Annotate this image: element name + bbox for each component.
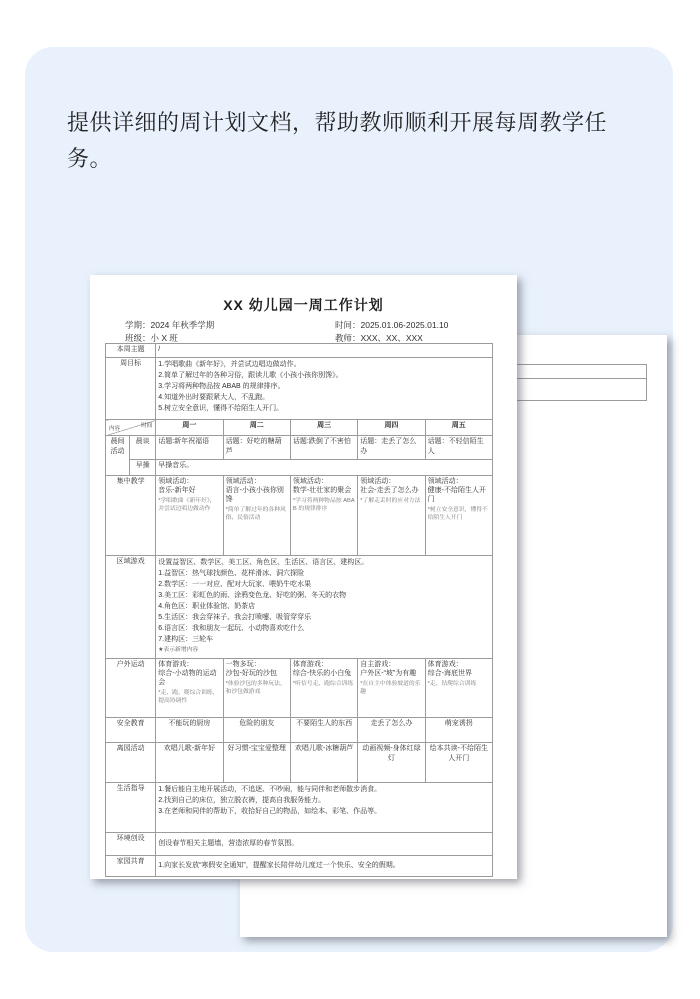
- activity-note: *简单了解过年的各种风俗、民俗活动: [225, 507, 286, 521]
- morning-talk-cell: 话题：走丢了怎么办: [358, 436, 425, 460]
- feature-card: [25, 47, 673, 952]
- feature-description: 提供详细的周计划文档，帮助教师顺利开展每周教学任务。: [67, 110, 608, 171]
- leaving-cell: 欢唱儿歌-冰糖葫芦: [290, 743, 357, 783]
- goal-item: 4.知道外出时要跟紧大人，不乱跑。: [158, 394, 270, 401]
- week-theme-label: 本周主题: [106, 344, 156, 358]
- leaving-label: 离园活动: [106, 743, 156, 783]
- activity-note: *听信号走、跑综合训练: [292, 681, 354, 687]
- activity-type: 自主游戏：: [360, 661, 396, 668]
- region-item: 1.益智区：热气球找颜色、花样滑冰、洞穴探险: [158, 570, 305, 577]
- outdoor-label: 户外运动: [106, 659, 156, 718]
- morning-exercise-label: 早操: [130, 460, 156, 476]
- outdoor-cell: [358, 659, 425, 718]
- activity-type: 体育游戏：: [292, 661, 328, 668]
- row-day-header: [106, 420, 493, 436]
- meta-class: 班级：小 X 班: [125, 333, 178, 343]
- life-guidance-label: 生活指导: [106, 783, 156, 833]
- safety-cell: 走丢了怎么办: [358, 718, 425, 743]
- leaving-cell: 绘本共读-不给陌生人开门: [425, 743, 492, 783]
- activity-name: 综合-海底世界: [427, 670, 472, 677]
- document-page-front: [90, 275, 517, 879]
- activity-name: 户外区-“坡”为有趣: [360, 670, 417, 677]
- document-title: XX 幼儿园一周工作计划: [223, 297, 384, 313]
- region-footnote: ★表示新增内容: [158, 647, 199, 653]
- activity-name: 语言-小孩小孩你别馋: [225, 487, 284, 503]
- activity-type: 领域活动：: [225, 478, 261, 485]
- day-header: 周二: [223, 420, 290, 436]
- row-outdoor: [106, 659, 493, 718]
- row-morning-talk: [106, 436, 493, 460]
- teaching-cell: [358, 476, 425, 556]
- leaving-cell: 好习惯-宝宝爱整理: [223, 743, 290, 783]
- safety-cell: 不能玩的厨房: [156, 718, 223, 743]
- safety-cell: 萌宠诱拐: [425, 718, 492, 743]
- activity-type: 领域活动：: [158, 478, 194, 485]
- outdoor-cell: [290, 659, 357, 718]
- activity-type: 领域活动：: [360, 478, 396, 485]
- life-guidance-item: 1.餐后能自主地开展活动，不追逐、不吵闹，能与同伴和老师散步消食。: [158, 786, 382, 793]
- outdoor-cell: [425, 659, 492, 718]
- day-header: 周五: [425, 420, 492, 436]
- safety-cell: 不要陌生人的东西: [290, 718, 357, 743]
- activity-name: 沙包-好玩的沙包: [225, 670, 277, 677]
- morning-talk-label: 晨谈: [130, 436, 156, 460]
- morning-talk-cell: 话题：不轻信陌生人: [425, 436, 492, 460]
- activity-name: 音乐-新年好: [158, 487, 196, 494]
- safety-cell: 危险的朋友: [223, 718, 290, 743]
- activity-name: 社会-走丢了怎么办: [360, 487, 419, 494]
- activity-note: *在自主中体验坡道的乐趣: [360, 681, 421, 695]
- activity-note: *走、跑、爬综合训练，提高协调性: [158, 690, 219, 704]
- meta-semester: 学期：2024 年秋季学期: [125, 320, 215, 330]
- row-life-guidance: [106, 783, 493, 833]
- region-games-label: 区域游戏: [106, 556, 156, 659]
- activity-note: *走、钻爬综合训练: [427, 681, 477, 687]
- row-region-games: [106, 556, 493, 659]
- day-header: 周一: [156, 420, 223, 436]
- row-morning-exercise: [106, 460, 493, 476]
- region-item: 4.角色区：职业体验馆、奶茶店: [158, 603, 256, 610]
- activity-name: 健康-不给陌生人开门: [427, 487, 486, 503]
- region-item: 6.语言区：我和朋友一起玩、小动物喜欢吃什么: [158, 625, 305, 632]
- teaching-cell: [425, 476, 492, 556]
- activity-name: 综合-小动物的运动会: [158, 670, 217, 686]
- morning-talk-cell: 话题:跌倒了不害怕: [290, 436, 357, 460]
- activity-type: 体育游戏：: [427, 661, 463, 668]
- corner-cell: [106, 420, 156, 436]
- leaving-cell: 动画视频-身体红绿灯: [358, 743, 425, 783]
- row-environment: [106, 833, 493, 856]
- row-home: [106, 856, 493, 877]
- week-goals-cell: [156, 358, 493, 420]
- activity-type: 体育游戏：: [158, 661, 194, 668]
- day-header: 周三: [290, 420, 357, 436]
- morning-talk-cell: 话题：好吃的糖葫芦: [223, 436, 290, 460]
- safety-label: 安全教育: [106, 718, 156, 743]
- meta-teachers: 教师：XXX、XX、XXX: [335, 333, 423, 343]
- goal-item: 2.简单了解过年的各种习俗，跟读儿歌《小孩小孩你别馋》。: [158, 372, 343, 379]
- environment-label: 环境创设: [106, 833, 156, 856]
- activity-note: *学唱歌曲《新年好》，并尝试边唱边做动作: [158, 498, 216, 512]
- life-guidance-item: 2.找到自己的床位，独立脱衣裤，提高自我服务能力。: [158, 797, 326, 804]
- home-cell: 1.向家长发放“寒假安全通知”，提醒家长陪伴幼儿度过一个快乐、安全的假期。: [156, 856, 493, 877]
- week-theme-value: /: [156, 344, 493, 358]
- week-goals-label: 周目标: [106, 358, 156, 420]
- corner-time-label: 时间: [141, 423, 153, 429]
- region-item: 5.生活区：我会穿袜子、我会打喷嚏、吸管穿穿乐: [158, 614, 312, 621]
- teaching-cell: [223, 476, 290, 556]
- activity-type: 领域活动：: [292, 478, 328, 485]
- life-guidance-cell: [156, 783, 493, 833]
- morning-label: 晨间活动: [106, 436, 130, 476]
- goal-item: 3.学习将两种物品按 ABAB 的规律排序。: [158, 383, 285, 390]
- teaching-cell: [156, 476, 223, 556]
- activity-type: 领域活动：: [427, 478, 463, 485]
- goal-item: 5.树立安全意识，懂得不给陌生人开门。: [158, 405, 284, 412]
- goal-item: 1.学唱歌曲《新年好》，并尝试边唱边做动作。: [158, 361, 301, 368]
- environment-cell: 创设春节相关主题墙，营造浓厚的春节氛围。: [156, 833, 493, 856]
- row-week-goals: [106, 358, 493, 420]
- life-guidance-item: 3.在老师和同伴的帮助下，收拾好自己的物品，如绘本、彩笔、作品等。: [158, 808, 382, 815]
- morning-talk-cell: 话题:新年祝福语: [156, 436, 223, 460]
- activity-note: *了解走丢时的应对方法: [360, 498, 421, 504]
- row-week-theme: [106, 344, 493, 358]
- row-safety: [106, 718, 493, 743]
- region-item: 3.美工区：彩虹色的雨、涂鸦变色龙、好吃的粥、冬天的衣物: [158, 592, 347, 599]
- activity-note: *学习将两种物品按 ABAB 的规律排序: [292, 498, 355, 512]
- corner-content-label: 内容: [109, 426, 121, 432]
- activity-name: 数学-壮壮家的聚会: [292, 487, 352, 494]
- teaching-cell: [290, 476, 357, 556]
- outdoor-cell: [223, 659, 290, 718]
- teaching-label: 集中教学: [106, 476, 156, 556]
- region-item: 设置益智区、数学区、美工区、角色区、生活区、语言区、建构区。: [158, 559, 369, 566]
- morning-exercise-cell: 早操音乐。: [156, 460, 493, 476]
- region-item: 2.数学区：一一对应、配对大玩家、喂奶牛吃水果: [158, 581, 312, 588]
- activity-note: *体验沙包的多种玩法，和沙包做游戏: [225, 681, 286, 695]
- leaving-cell: 欢唱儿歌-新年好: [156, 743, 223, 783]
- activity-note: *树立安全意识，懂得不给陌生人开门: [427, 507, 488, 521]
- weekly-plan-table: [105, 343, 493, 877]
- region-games-cell: [156, 556, 493, 659]
- region-item: 7.建构区：三轮车: [158, 636, 214, 643]
- home-label: 家园共育: [106, 856, 156, 877]
- day-header: 周四: [358, 420, 425, 436]
- outdoor-cell: [156, 659, 223, 718]
- row-leaving: [106, 743, 493, 783]
- activity-type: 一物多玩：: [225, 661, 261, 668]
- meta-time: 时间：2025.01.06-2025.01.10: [335, 320, 449, 330]
- activity-name: 综合-快乐的小白兔: [292, 670, 352, 677]
- row-teaching: [106, 476, 493, 556]
